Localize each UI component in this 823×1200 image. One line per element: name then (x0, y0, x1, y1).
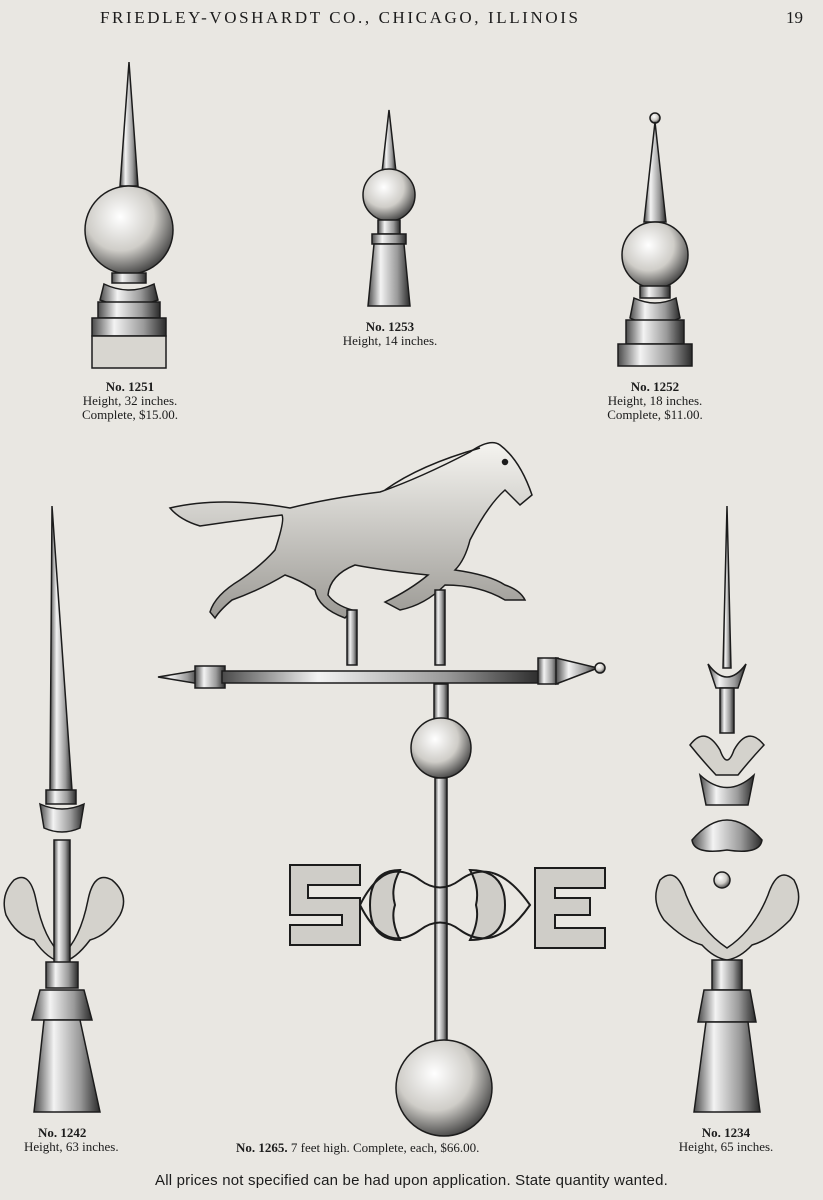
page-number: 19 (786, 8, 803, 27)
item-height: Height, 63 inches. (24, 1139, 119, 1154)
caption-1265 (236, 1140, 479, 1156)
item-height: Height, 65 inches. (678, 1139, 774, 1154)
finial-1242 (4, 506, 123, 1112)
caption-1234 (656, 1126, 796, 1154)
finial-1234 (656, 506, 799, 1112)
item-number: No. 1251 (105, 379, 155, 394)
company-title: FRIEDLEY-VOSHARDT CO., CHICAGO, ILLINOIS (100, 8, 581, 27)
item-number: No. 1253 (365, 319, 415, 334)
item-number: No. 1242 (38, 1125, 87, 1140)
caption-1252 (585, 380, 725, 422)
item-price: Complete, $15.00. (81, 407, 179, 422)
item-height: Height, 14 inches. (342, 333, 438, 348)
item-description: 7 feet high. Complete, each, $66.00. (290, 1140, 480, 1155)
caption-1253 (320, 320, 460, 348)
footer-note: All prices not specified can be had upon application. State quantity wanted. (154, 1172, 669, 1189)
item-number: No. 1234 (701, 1125, 751, 1140)
finial-1251 (85, 62, 173, 368)
item-number: No. 1252 (630, 379, 680, 394)
item-number: No. 1265. (236, 1140, 291, 1155)
weathervane-1265 (158, 443, 605, 1136)
finial-1252 (618, 113, 692, 366)
item-price: Complete, $11.00. (607, 407, 703, 422)
caption-1251 (60, 380, 200, 422)
finial-1253 (363, 110, 415, 306)
item-height: Height, 18 inches. (607, 393, 703, 408)
item-height: Height, 32 inches. (82, 393, 178, 408)
caption-1242 (14, 1126, 154, 1154)
